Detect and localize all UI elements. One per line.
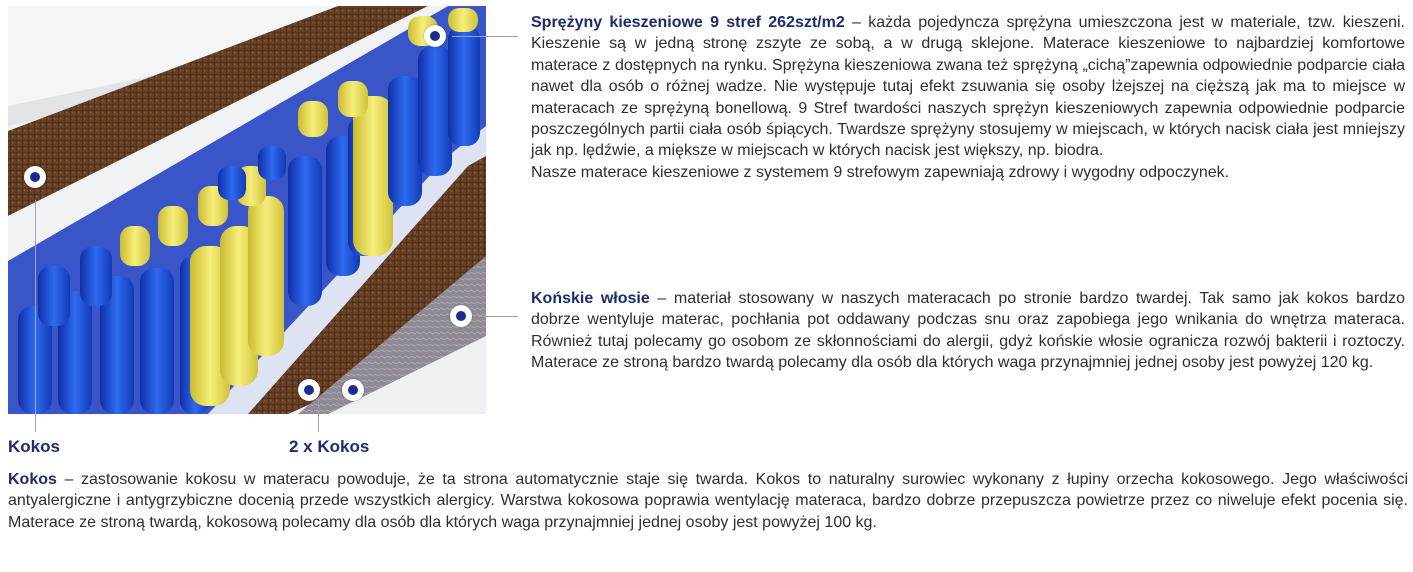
leader-line-springs [452,36,518,37]
marker-bottom-coconut-2[interactable] [342,379,364,401]
horsehair-body: – materiał stosowany w naszych materacach po stronie bardzo twardej. Tak samo jak kokos bardzo dobrze wentyluje materac, pochłania pot oddawany podczas snu oraz zapobiega jego wnikania do wnętrza materaca. Również tutaj polecamy go osobom ze skłonnościami do alergii, gdyż końskie włosie ogranicza rozwój bakterii i roztoczy. Materace ze stroną bardzo twardą polecamy dla osób dla których waga przynajmniej jednej osoby jest powyżej 120 kg. [531,290,1406,372]
marker-bottom-coconut-1[interactable] [298,379,320,401]
coconut-body: – zastosowanie kokosu w materacu powoduje, że ta strona automatycznie staje się twarda. Kokos to naturalny surowiec wykonany z łupiny orzecha kokosowego. Jego właściwości antyalergiczne i antygrzybiczne docenią przede wszystkich alergicy. Warstwa kokosowa poprawia wentylację materaca, bardzo dobrze przepuszcza powietrze przez co niweluje efekt pocenia się. Materace ze stroną twardą, kokosową polecamy dla osób dla których waga przynajmniej jednej osoby jest powyżej 100 kg. [8,471,1408,531]
leader-line-two-kokos [318,400,319,432]
horsehair-title: Końskie włosie [531,290,650,307]
springs-body: – każda pojedyncza sprężyna umieszczona jest w materiale, tzw. kieszeni. Kieszenie są w jedną stronę zszyte ze sobą, a w drugą sklejone. Materace kieszeniowe to najbardziej komfortowe materace z dostępnych na rynku. Sprężyna kieszeniowa zwana też sprężyną „cichą”zapewnia odpowiednie podparcie ciała nawet dla osób o różnej wadze. Nie występuje tutaj efekt zsuwania się osoby lżejszej na cięższą jak ma to miejsce w materacach ze sprężyną bonellową. 9 Stref twardości naszych sprężyn kieszeniowych zapewnia odpowiednie podparcie poszczególnych partii ciała osób śpiących. Twardsze sprężyny stosujemy w miejscach, w których nacisk ciała jest mniejszy jak np. lędźwie, a miększe w miejscach w których nacisk jest większy, np. biodra. [531,14,1405,160]
coconut-title: Kokos [8,471,57,488]
leader-line-horsehair [478,316,518,317]
label-kokos: Kokos [8,437,60,456]
springs-closing: Nasze materace kieszeniowe z systemem 9 strefowym zapewniają zdrowy i wygodny odpoczynek. [531,163,1230,181]
springs-description [531,12,1405,183]
mattress-illustration [8,6,486,414]
coconut-description [8,469,1408,533]
marker-top-coconut[interactable] [24,166,46,188]
marker-springs[interactable] [424,25,446,47]
horsehair-description [531,288,1405,374]
marker-horsehair[interactable] [450,305,472,327]
springs-title: Sprężyny kieszeniowe 9 stref 262szt/m2 [531,14,845,31]
label-two-kokos: 2 x Kokos [289,437,370,456]
mattress-cross-section-image [8,6,486,414]
leader-line-kokos [35,200,36,432]
